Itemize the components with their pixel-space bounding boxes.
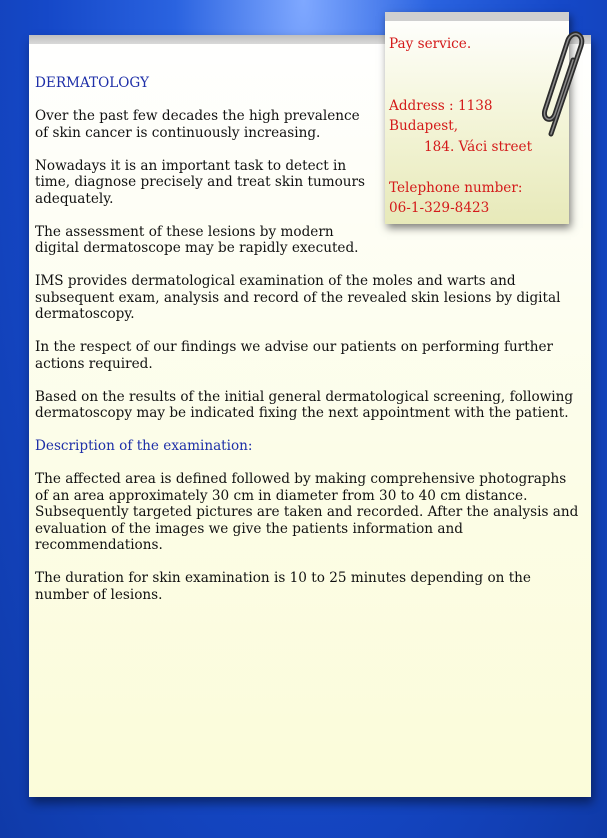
paragraph: The assessment of these lesions by modern digital dermatoscope may be rapidly executed. xyxy=(35,223,359,256)
paragraph: Nowadays it is an important task to detect in time, diagnose precisely and treat skin tumours adequately. xyxy=(35,157,366,207)
page-title: DERMATOLOGY xyxy=(35,75,150,91)
paragraph: The duration for skin examination is 10 to 25 minutes depending on the number of lesions. xyxy=(35,570,531,603)
paperclip-icon xyxy=(537,30,591,142)
address-line-2: 184. Váci street xyxy=(424,138,533,155)
section-heading: Description of the examination: xyxy=(35,438,253,454)
paragraph: IMS provides dermatological examination of the moles and warts and subsequent exam, analysis and record of the revealed skin lesions by digital dermatoscopy. xyxy=(35,273,561,322)
address-line-1: Address : 1138 Budapest, xyxy=(389,97,493,134)
note-top-bar xyxy=(385,12,569,21)
paragraph: In the respect of our findings we advise our patients on performing further actions required. xyxy=(35,339,554,372)
phone-label: Telephone number: xyxy=(389,179,523,196)
pay-service-label: Pay service. xyxy=(389,36,472,52)
phone-number: 06-1-329-8423 xyxy=(389,200,490,216)
paragraph: Based on the results of the initial general dermatological screening, following dermatoscopy may be indicated fixing the next appointment with the patient. xyxy=(35,388,574,421)
paragraph: The affected area is defined followed by making comprehensive photographs of an area approximately 30 cm in diameter from 30 to 40 cm distance. Subsequently targeted pictures are taken and recorded. After the analysis and evaluation of the images we give the patients information and recommendations. xyxy=(35,471,579,553)
paragraph: Over the past few decades the high prevalence of skin cancer is continuously increasing. xyxy=(35,108,360,141)
